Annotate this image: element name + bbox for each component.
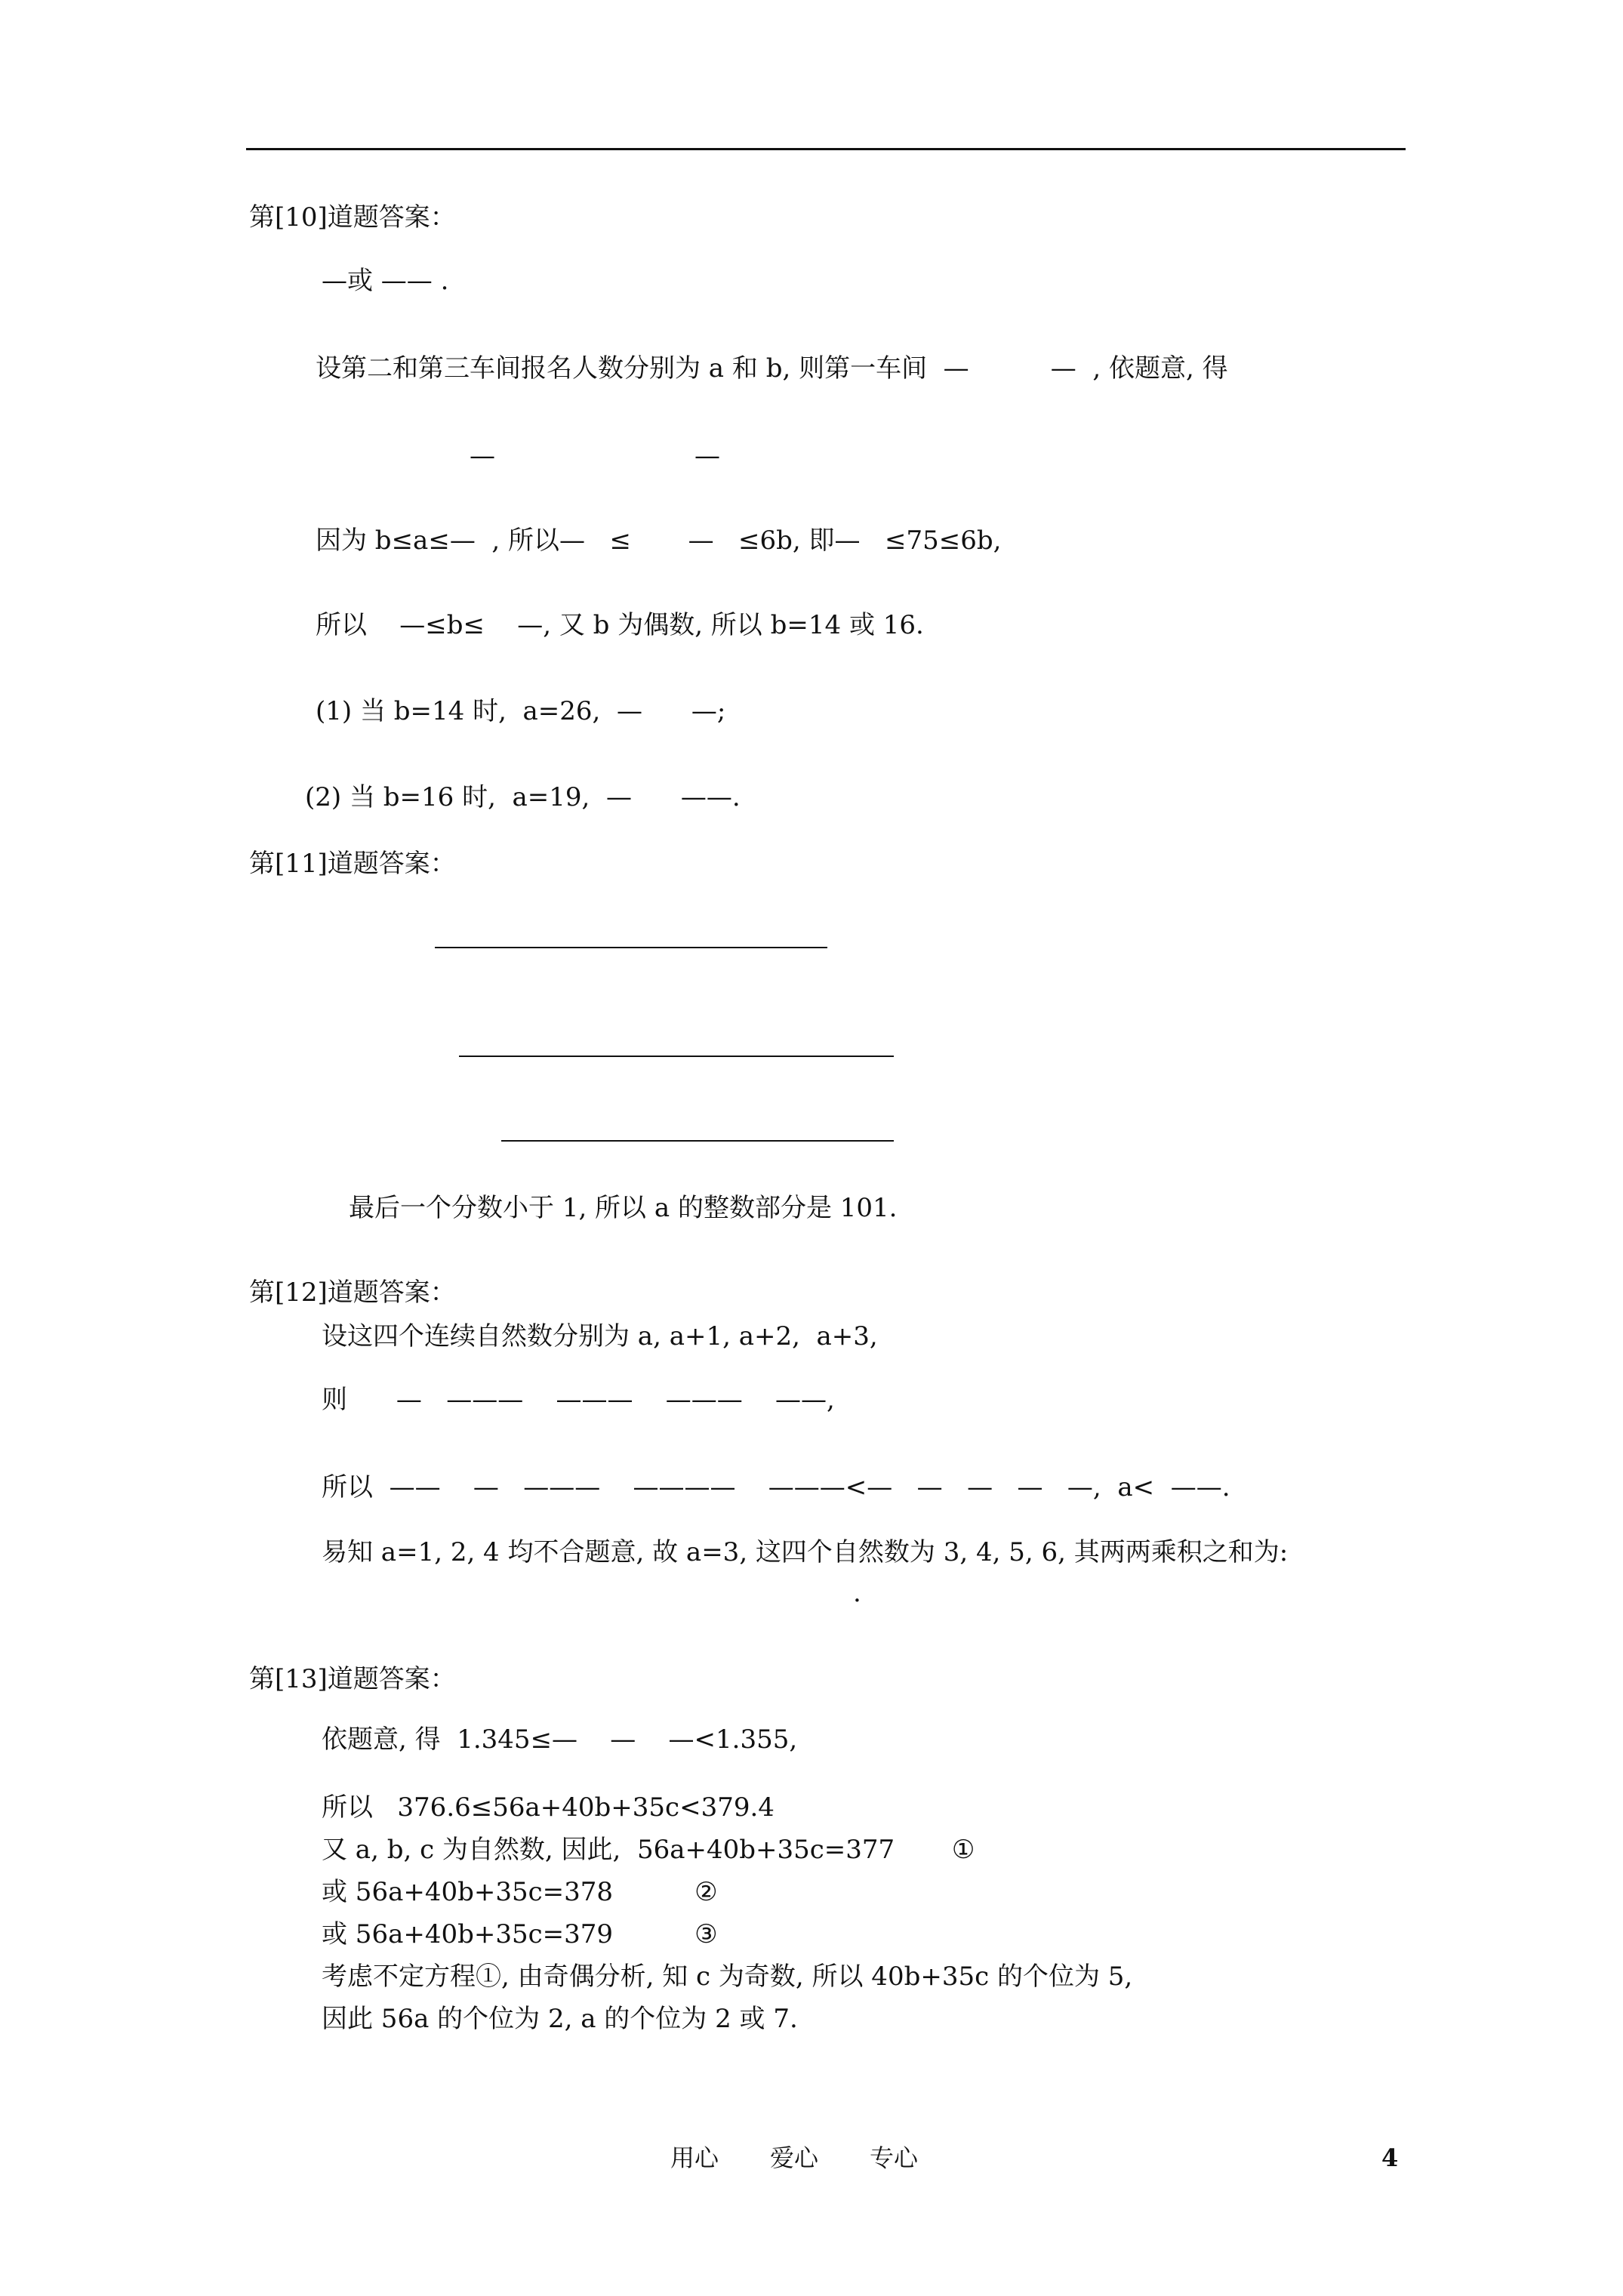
q12-setup-line: 设这四个连续自然数分别为 a, a+1, a+2, a+3, bbox=[322, 1321, 878, 1351]
q10-setup-line: 设第二和第三车间报名人数分别为 a 和 b, 则第一车间 — — , 依题意, 得 bbox=[316, 353, 1228, 384]
q10-inequality-line: 因为 b≤a≤— , 所以— ≤ — ≤6b, 即— ≤75≤6b, bbox=[316, 525, 1002, 556]
q13-condition-line: 依题意, 得 1.345≤— — —<1.355, bbox=[322, 1724, 798, 1755]
q10-equation-left: — bbox=[470, 441, 495, 471]
q11-conclusion-line: 最后一个分数小于 1, 所以 a 的整数部分是 101. bbox=[349, 1193, 898, 1223]
q11-fraction-bar-3 bbox=[501, 1140, 894, 1142]
q10-answer-line: —或 —— . bbox=[322, 266, 449, 296]
q13-equation2-line: 或 56a+40b+35c=378 ② bbox=[322, 1877, 718, 1907]
q12-title: 第[12]道题答案： bbox=[249, 1277, 456, 1308]
page-number: 4 bbox=[1381, 2143, 1399, 2172]
footer-word-2: 爱心 bbox=[770, 2143, 819, 2172]
q11-fraction-bar-1 bbox=[435, 947, 827, 948]
q13-analysis-line: 考虑不定方程①, 由奇偶分析, 知 c 为奇数, 所以 40b+35c 的个位为 5, bbox=[322, 1962, 1133, 1992]
footer-word-3: 专心 bbox=[870, 2143, 919, 2172]
q11-title: 第[11]道题答案： bbox=[249, 849, 456, 879]
q10-title: 第[10]道题答案： bbox=[249, 202, 456, 233]
q11-fraction-bar-2 bbox=[459, 1056, 894, 1057]
q12-sum-line: 则 — ——— ——— ——— ——, bbox=[322, 1385, 835, 1415]
footer-word-1: 用心 bbox=[670, 2143, 719, 2172]
q13-equation3-line: 或 56a+40b+35c=379 ③ bbox=[322, 1919, 718, 1949]
q12-conclusion-line: 易知 a=1, 2, 4 均不合题意, 故 a=3, 这四个自然数为 3, 4, 5, 6, 其两两乘积之和为: bbox=[322, 1537, 1289, 1567]
q10-range-line: 所以 —≤b≤ —, 又 b 为偶数, 所以 b=14 或 16. bbox=[316, 610, 924, 640]
q13-title: 第[13]道题答案： bbox=[249, 1664, 456, 1694]
q12-bound-line: 所以 —— — ——— ———— ———<— — — — —, a< ——. bbox=[322, 1472, 1230, 1502]
q10-case2-line: (2) 当 b=16 时, a=19, — ——. bbox=[305, 782, 741, 812]
q13-equation1-line: 又 a, b, c 为自然数, 因此, 56a+40b+35c=377 ① bbox=[322, 1835, 975, 1865]
q10-equation-right: — bbox=[694, 441, 720, 471]
q13-digit-line: 因此 56a 的个位为 2, a 的个位为 2 或 7. bbox=[322, 2004, 798, 2034]
q13-range-line: 所以 376.6≤56a+40b+35c<379.4 bbox=[322, 1792, 775, 1823]
q10-case1-line: (1) 当 b=14 时, a=26, — —; bbox=[316, 696, 726, 726]
header-rule bbox=[246, 148, 1406, 150]
q12-trailing-period: . bbox=[853, 1578, 861, 1608]
